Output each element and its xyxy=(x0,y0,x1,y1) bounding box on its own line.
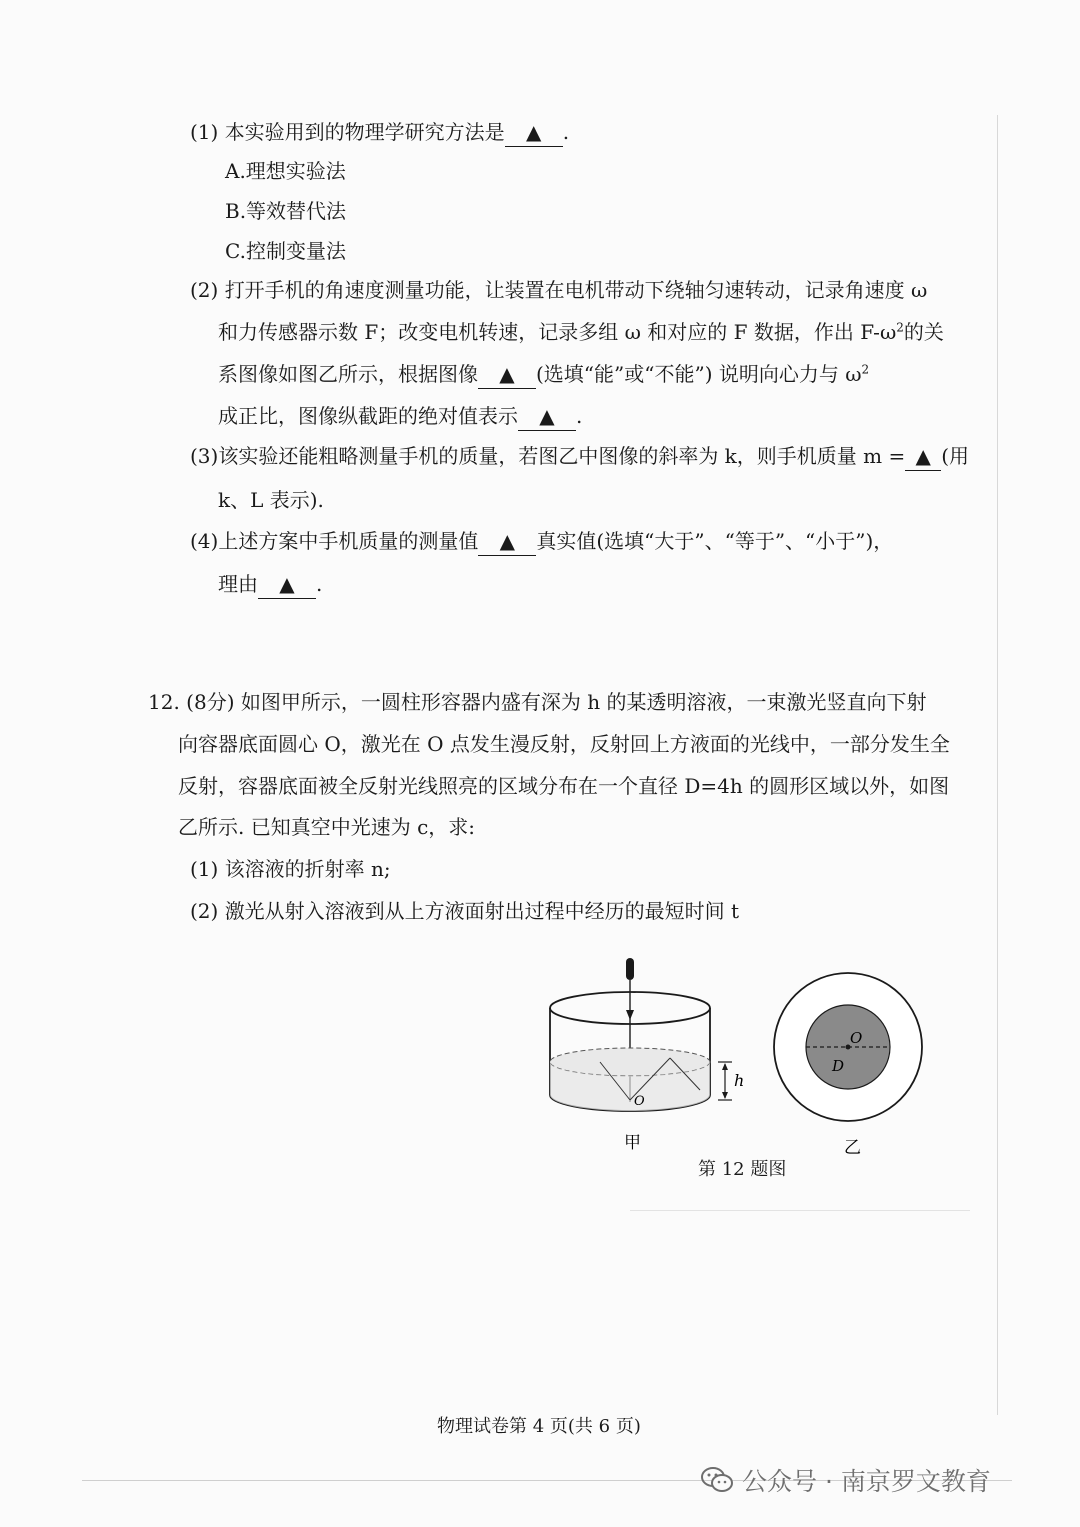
q11-part3-line1 xyxy=(190,442,969,471)
text: 成正比，图像纵截距的绝对值表示 xyxy=(218,404,518,428)
answer-blank: ▲ xyxy=(258,570,316,599)
q12-sub1: (1) 该溶液的折射率 n; xyxy=(190,857,391,881)
option-a: A.理想实验法 xyxy=(225,159,346,183)
q11-part1 xyxy=(190,118,569,147)
text: 系图像如图乙所示，根据图像 xyxy=(218,362,478,386)
q11-part4-line1 xyxy=(190,527,893,556)
superscript: 2 xyxy=(896,320,904,335)
q12-line2: 向容器底面圆心 O，激光在 O 点发生漫反射，反射回上方液面的光线中，一部分发生全 xyxy=(178,732,950,756)
answer-blank: ▲ xyxy=(478,360,536,389)
q11-part2-line2 xyxy=(218,318,944,346)
text: 真实值(选填“大于”、“等于”、“小于”)， xyxy=(536,529,894,553)
answer-blank: ▲ xyxy=(518,402,576,431)
answer-blank: ▲ xyxy=(478,527,536,556)
label-jia: 甲 xyxy=(624,1133,641,1153)
label-yi: 乙 xyxy=(844,1138,861,1158)
option-c: C.控制变量法 xyxy=(225,239,346,263)
label-h: h xyxy=(734,1071,745,1090)
text: (3)该实验还能粗略测量手机的质量，若图乙中图像的斜率为 k，则手机质量 m = xyxy=(190,444,906,468)
q11-part1-text: (1) 本实验用到的物理学研究方法是 xyxy=(190,120,505,144)
page-footer: 物理试卷第 4 页(共 6 页) xyxy=(437,1416,641,1437)
label-O: O xyxy=(850,1029,863,1047)
text: (选填“能”或“不能”) 说明向心力与 ω xyxy=(536,362,862,386)
text: (用 xyxy=(941,444,970,468)
watermark-text: 公众号 · 南京罗文教育 xyxy=(742,1467,991,1496)
text: 理由 xyxy=(218,572,258,596)
punct: . xyxy=(562,120,570,144)
q11-part3-line2: k、L 表示). xyxy=(218,488,324,512)
option-b: B.等效替代法 xyxy=(225,199,347,223)
text: 和力传感器示数 F；改变电机转速，记录多组 ω 和对应的 F 数据，作出 F-ω xyxy=(218,320,897,344)
q11-part2-line1: (2) 打开手机的角速度测量功能，让装置在电机带动下绕轴匀速转动，记录角速度 ω xyxy=(190,278,928,302)
text: 的关 xyxy=(903,320,944,344)
text: (4)上述方案中手机质量的测量值 xyxy=(190,529,479,553)
punct: . xyxy=(576,404,583,428)
label-O-jia: O xyxy=(634,1094,645,1109)
q12-line1: 12. (8分) 如图甲所示，一圆柱形容器内盛有深为 h 的某透明溶液，一束激光竖直向下射 xyxy=(148,690,927,714)
answer-blank: ▲ xyxy=(505,118,563,147)
punct: . xyxy=(316,572,323,596)
superscript: 2 xyxy=(861,362,870,377)
figure-jia-container xyxy=(540,950,780,1160)
q12-line4: 乙所示. 已知真空中光速为 c，求: xyxy=(178,815,476,839)
q12-line3: 反射，容器底面被全反射光线照亮的区域分布在一个直径 D=4h 的圆形区域以外，如图 xyxy=(178,774,950,798)
faint-rule xyxy=(630,1210,970,1211)
watermark xyxy=(700,1462,991,1498)
answer-blank: ▲ xyxy=(905,442,941,471)
figure-caption: 第 12 题图 xyxy=(698,1159,787,1180)
figure-yi-topview xyxy=(768,965,928,1165)
q11-part4-line2 xyxy=(218,570,322,599)
q11-part2-line4 xyxy=(218,402,582,431)
label-D: D xyxy=(832,1057,845,1075)
q12-sub2: (2) 激光从射入溶液到从上方液面射出过程中经历的最短时间 t xyxy=(190,899,740,923)
q11-part2-line3 xyxy=(218,360,869,389)
wechat-icon xyxy=(700,1466,734,1494)
page-edge-line xyxy=(997,115,998,1415)
